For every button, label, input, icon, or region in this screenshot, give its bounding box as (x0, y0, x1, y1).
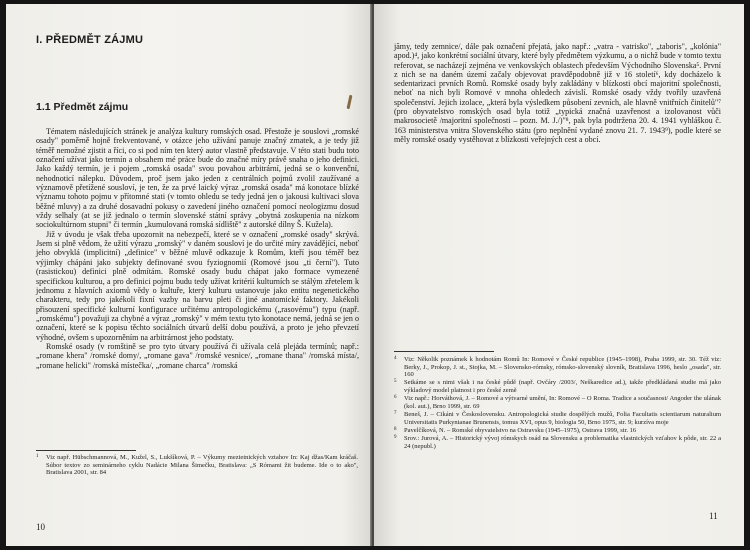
right-footnotes (394, 356, 721, 451)
footnote-text: Viz např.: Horváthová, J. – Romové a výtvarné umění, In: Romové – O Roma. Tradice a současnost/ Angoder the ulának (kol. aut.), Brno 1999, str. 69 (404, 395, 721, 410)
footnote (36, 454, 358, 477)
paragraph: Již v úvodu je však třeba upozornit na nebezpečí, které se v označení „romské osady" skrývá. Jsem si plně vědom, že užití výrazu „romský" v daném sousloví je do určité míry zavádějící, neboť jeho obvyklá (implicitní) „definice" v běžné mluvě odkazuje k Romům, kteří jsou téměř bez výjimky chápáni jako subjekty definované svou fyziognomií (Romové jsou „ti černí"). Tuto (rasistickou) definici plně odmítám. Romské osady budu chápat jako formace vymezené specifickou kulturou, a pro definici pojmu budu tedy užívat kritérií kulturních se stálým zřetelem k jednomu z hlavních axiomů vědy o kultuře, který kulturu ustanovuje jako entitu negenetického charakteru, tedy pro jakékoli fixní vazby na barvu pleti či jiné anatomické faktory. Jakékoli přisouzení specifické kulturní konfigurace určitému antropologickému („rasovému") typu (např. „romskému") považuji za chybné a výraz „romský" v mém textu tyto konotace nemá, jedná se jen o označení, které se k popisu těchto sociálních útvarů delší dobu používá, a proto je jeho převzetí výhodné, ovšem s upozorněním na arbitrárnost jeho podstaty. (36, 229, 359, 342)
footnote-text: Setkáme se s nimi však i na české půdě (např. Ovčáry /2003/, Neškaredice ad.), takže předkládaná studie má jako výkladový model platnost i pro české země (404, 379, 721, 394)
footnote-text: Beneš, J. – Cikáni v Československu. Antropologická studie dospělých mužů, Folia Facultatis scientiarum naturalium Universitatis Purkynianae Brunensis, tomus XVI, opus 9, biologia 50, Brno 1975, str. 9; kurzíva moje (404, 410, 721, 426)
page-number: 10 (36, 522, 45, 532)
left-body-text (36, 127, 359, 370)
page-number: 11 (709, 511, 718, 521)
footnote-number: 1 (36, 454, 39, 459)
footnote (394, 356, 721, 379)
section-title: 1.1 Předmět zájmu (36, 101, 129, 113)
paragraph: jămy, tedy zemnice/, dále pak označení přejatá, jako např.: „vatra - vatrisko", „taboris", „kolónia" apod.)⁴, jako konkrétní sociální útvary, které byly předmětem výzkumu, a o nichž bude v tomto textu referovat, se nacházejí zejména ve venkovských oblastech především Východního Slovenska⁵. První z nich se na daném území začaly objevovat pravděpodobně již v 16 století⁶, kdy docházelo k sedentarizaci prvních Romů. Romské osady byly zakládány v blízkosti obcí majoritní společnosti, neboť na nich byli Romové v mnoha ohledech závislí. Romské osady vždy tvořily uzavřená společenství. Jejich izolace, „která byla výsledkem působení zevních, ale hlavně vnitřních činitelů"⁷ (pro obyvatelstvo romských osad byla totiž „typická značná uzavřenost a izolovanost vůči makrosocietě /majoritní společnosti – pozn. M. J./)"⁸, pak byla podtržena 20. 4. 1941 vyhláškou č. 163 ministerstva vnitra Slovenského státu (pro neplnění vydané znovu 21. 7. 1943⁹), podle které se měly romské osady vystěhovat z blízkosti veřejných cest a obcí. (394, 42, 721, 144)
footnote-number: 6 (394, 395, 397, 401)
footnote (394, 427, 721, 435)
footnote-text: Viz např. Hübschmannová, M., Kužel, S., Lukšíková, P. – Výkumy mezietnických vztahov In: Kaj džas/Kam kráčaš. Súbor textov zo seminárneho cyklu Nadácie Milana Šimečku, Bratislava: „S Rómami žit budeme. Ide o to ako", Bratislava 2001, str. 84 (46, 454, 358, 477)
footnote-number: 7 (394, 410, 397, 416)
footnote (394, 435, 721, 450)
footnote-number: 9 (394, 434, 397, 440)
paragraph: Tématem následujících stránek je analýza kultury romských osad. Přestože je souslovi „romské osady" poměrně hojně frekventované, v otázce jeho užívání panuje značný zmatek, a je tedy již téměř nemožné zjistit a říci, co si pod ním ten který autor vlastně představuje. V této stati budu toto označení užívat jako termín a obsahem mé práce bude do značné míry právě snaha o jeho definici. Jako každý termín, je i pojem „romská osada" svou povahou arbitrární, jedná se o konvenční, nehodnoticí nálepku. Důvodem, proč jsem jako jeden z centrálních pojmů zvolil zaužívané a významově přetížené sousloví, je ten, že za prvé laický výraz „romská osada" má konotace blízké významu tohoto pojmu v přítomné stati (v tomto ohledu se tedy jedná jen o jakousi kultivaci slova běžné mluvy) a za druhé dosavadní pokusy o zavedení jiného označení pomocí neologizmu dosud vždy selhaly (at se již jednalo o termín slovenské státní správy „obytná zoskupenia na nízkom sociokultúrnom stupni" či termín „kumulovaná romská sídliště" z autorské dílny Š. Kužela). (36, 127, 359, 230)
footnote (394, 411, 721, 426)
footnote-text: Pavelčíková, N. – Romské obyvatelstvo na Ostravsku (1945–1975), Ostrava 1999, str. 16 (404, 426, 637, 434)
left-page (6, 4, 372, 546)
right-page (374, 4, 744, 546)
footnote-number: 5 (394, 379, 397, 385)
footnote-divider (394, 351, 494, 352)
pen-mark (347, 95, 353, 109)
right-body-text (394, 42, 721, 144)
footnote (394, 379, 721, 394)
left-footnotes (36, 454, 358, 477)
chapter-title: I. PŘEDMĚT ZÁJMU (36, 34, 144, 46)
footnote-text: Srov.: Jurová, A. – Historický vývoj rómskych osád na Slovensku a problematika vlastnických vzťahov k pôde, str. 22 a 24 (nepubl.) (404, 434, 721, 450)
paragraph: Romské osady (v romštině se pro tyto útvary používá či užívala celá plejáda termínů; např.: „romane khera" /romské domy/, „romane gava" /romské vesnice/, „romane thana" /romská místa/, „romane helicki" /romská místečka/, „romane charca" /romská (36, 341, 359, 370)
footnote-number: 4 (394, 356, 397, 361)
footnote-divider (36, 450, 136, 451)
footnote (394, 395, 721, 410)
footnote-number: 8 (394, 426, 397, 432)
footnote-text: Viz: Několik poznámek k hodnotám Romů In: Romové v České republice (1945–1998), Praha 1999, str. 30. Též viz: Berky, J., Prokop, J. st., Stojka, M. – Slovensko-rómsky, rómsko-slovenský slovník, Bratislava 1996, heslo „osada", str. 160 (404, 356, 721, 379)
